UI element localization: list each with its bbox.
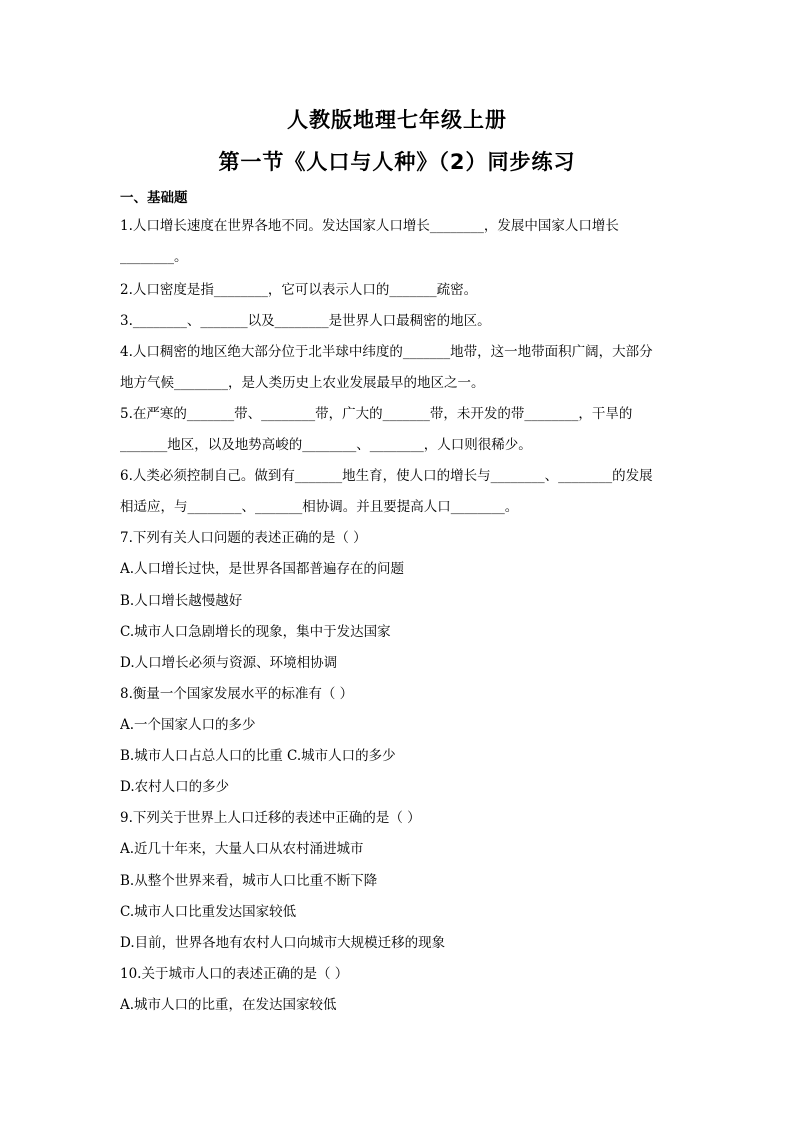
- question-10: 10.关于城市人口的表述正确的是（ ）: [120, 966, 349, 982]
- question-8-option-a: A.一个国家人口的多少: [120, 717, 256, 733]
- question-5-line-2: _______地区，以及地势高峻的________、________，人口则很稀少。: [120, 437, 532, 453]
- question-8-option-d: D.农村人口的多少: [120, 779, 230, 795]
- question-3: 3.________、_______以及________是世界人口最稠密的地区。: [120, 313, 491, 329]
- question-5-line-1: 5.在严寒的_______带、________带，广大的_______带，未开发的带________，干旱的: [120, 406, 633, 422]
- question-6-line-2: 相适应，与________、_______相协调。并且要提高人口________。: [120, 499, 519, 515]
- question-8: 8.衡量一个国家发展水平的标准有（ ）: [120, 686, 354, 702]
- question-2: 2.人口密度是指________，它可以表示人口的_______疏密。: [120, 282, 478, 298]
- question-9-option-a: A.近几十年来，大量人口从农村涌进城市: [120, 841, 364, 857]
- question-4-line-1: 4.人口稠密的地区绝大部分位于北半球中纬度的_______地带，这一地带面积广阔，大部分: [120, 344, 653, 360]
- question-4-line-2: 地方气候________，是人类历史上农业发展最早的地区之一。: [120, 375, 485, 391]
- question-7-option-b: B.人口增长越慢越好: [120, 593, 243, 609]
- question-9-option-c: C.城市人口比重发达国家较低: [120, 904, 297, 920]
- question-7-option-d: D.人口增长必须与资源、环境相协调: [120, 655, 338, 671]
- question-1-line-1: 1.人口增长速度在世界各地不同。发达国家人口增长________，发展中国家人口增长: [120, 218, 619, 234]
- question-8-option-bc: B.城市人口占总人口的比重 C.城市人口的多少: [120, 748, 396, 764]
- section-heading: 一、基础题: [120, 190, 188, 206]
- question-7: 7.下列有关人口问题的表述正确的是（ ）: [120, 530, 367, 546]
- question-9: 9.下列关于世界上人口迁移的表述中正确的是（ ）: [120, 810, 421, 826]
- question-9-option-b: B.从整个世界来看，城市人口比重不断下降: [120, 873, 378, 889]
- question-7-option-a: A.人口增长过快，是世界各国都普遍存在的问题: [120, 561, 405, 577]
- document-subtitle: 第一节《人口与人种》（2）同步练习: [218, 150, 576, 174]
- question-10-option-a: A.城市人口的比重，在发达国家较低: [120, 997, 337, 1013]
- question-9-option-d: D.目前，世界各地有农村人口向城市大规模迁移的现象: [120, 935, 446, 951]
- question-6-line-1: 6.人类必须控制自己。做到有_______地生育，使人口的增长与________、________的发展: [120, 468, 653, 484]
- question-7-option-c: C.城市人口急剧增长的现象，集中于发达国家: [120, 624, 391, 640]
- document-title: 人教版地理七年级上册: [287, 108, 507, 132]
- question-1-line-2: ________。: [120, 249, 188, 265]
